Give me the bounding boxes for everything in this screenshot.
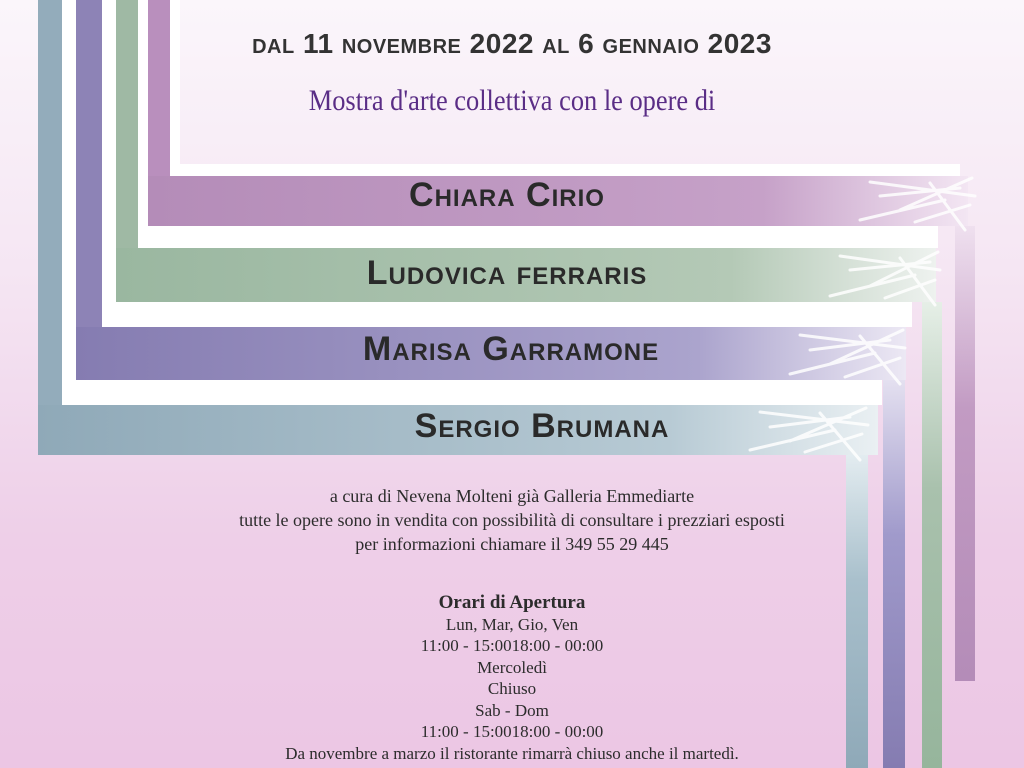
exhibition-dates: dal 11 novembre 2022 al 6 gennaio 2023: [252, 28, 772, 59]
hours-line: Chiuso: [487, 679, 537, 698]
opening-hours: [0, 592, 1024, 764]
artist-name: Ludovica ferraris: [366, 254, 648, 292]
contact-line: per informazioni chiamare il 349 55 29 445: [355, 534, 669, 554]
hours-line: Lun, Mar, Gio, Ven: [445, 614, 579, 634]
hours-title: Orari di Apertura: [438, 592, 586, 613]
hours-line: Mercoledì: [477, 657, 547, 677]
info-block: [0, 484, 1024, 556]
artist-name: Chiara Cirio: [409, 176, 605, 214]
exhibition-subtitle: Mostra d'arte collettiva con le opere di: [308, 84, 716, 117]
hours-line: Da novembre a marzo il ristorante rimarrà chiuso anche il martedì.: [285, 743, 739, 763]
sale-line: tutte le opere sono in vendita con possibilità di consultare i prezziari esposti: [239, 510, 785, 530]
artist-name: Sergio Brumana: [414, 407, 670, 445]
hours-line: Sab - Dom: [475, 700, 549, 720]
hours-line: 11:00 - 15:0018:00 - 00:00: [420, 636, 604, 655]
curator-line: a cura di Nevena Molteni già Galleria Emmediarte: [329, 486, 695, 506]
artist-name: Marisa Garramone: [362, 330, 660, 368]
hours-line: 11:00 - 15:0018:00 - 00:00: [420, 722, 604, 741]
